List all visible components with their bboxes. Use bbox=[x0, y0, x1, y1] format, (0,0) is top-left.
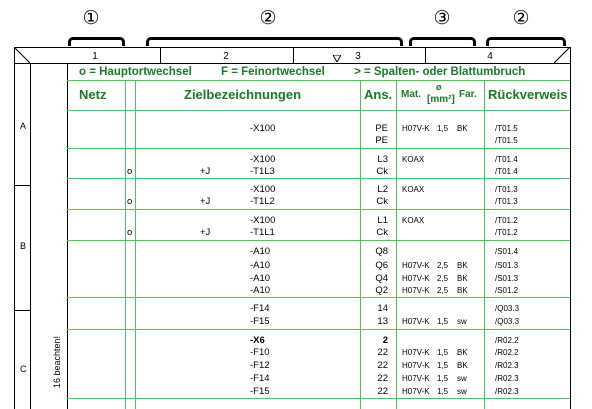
bracket-4 bbox=[486, 37, 566, 46]
frame-col-header-bottom bbox=[14, 63, 570, 64]
terminal: 22 bbox=[377, 386, 388, 397]
terminal: 22 bbox=[377, 373, 388, 384]
target-designation: -F14 bbox=[250, 303, 270, 314]
terminal: 22 bbox=[377, 347, 388, 358]
cross-reference: /R02.3 bbox=[495, 387, 519, 396]
target-designation: -A10 bbox=[250, 285, 271, 296]
grid-line bbox=[67, 110, 570, 111]
corner-mark-right bbox=[554, 47, 570, 63]
row-divider bbox=[14, 185, 30, 186]
wire-color: BK bbox=[457, 124, 468, 133]
cross-section: 1,5 bbox=[437, 348, 449, 357]
location-code: +J bbox=[200, 227, 211, 238]
cross-reference: /T01.4 bbox=[495, 155, 518, 164]
target-designation: -T1L3 bbox=[250, 166, 275, 177]
grid-line bbox=[396, 80, 397, 409]
location-change-marker: o bbox=[127, 166, 133, 177]
header-diameter-symbol: ø bbox=[436, 82, 442, 92]
column-number: 1 bbox=[92, 51, 98, 62]
grid-line bbox=[67, 209, 570, 210]
grid-line bbox=[67, 398, 570, 399]
target-designation: -F15 bbox=[250, 386, 270, 397]
bracket-1 bbox=[68, 37, 125, 46]
wire-color: sw bbox=[457, 387, 467, 396]
material: H07V-K bbox=[402, 361, 430, 370]
row-letter: C bbox=[20, 364, 27, 374]
cross-reference: /S01.3 bbox=[495, 274, 519, 283]
material: H07V-K bbox=[402, 387, 430, 396]
terminal: PE bbox=[375, 135, 388, 146]
cross-reference: /S01.4 bbox=[495, 247, 519, 256]
cross-reference: /Q03.3 bbox=[495, 317, 520, 326]
header-rueckverweis: Rückverweis bbox=[488, 87, 568, 102]
material: H07V-K bbox=[402, 317, 430, 326]
terminal: 22 bbox=[377, 360, 388, 371]
target-designation: -X100 bbox=[250, 215, 276, 226]
grid-line bbox=[67, 329, 570, 330]
cross-reference: /T01.3 bbox=[495, 185, 518, 194]
grid-line bbox=[125, 80, 126, 409]
location-change-marker: o bbox=[127, 227, 133, 238]
header-material: Mat. bbox=[401, 89, 421, 100]
legend-o: o = Hauptortwechsel bbox=[79, 66, 192, 78]
terminal: L1 bbox=[377, 215, 388, 226]
cross-reference: /T01.2 bbox=[495, 228, 518, 237]
terminal: Ck bbox=[376, 166, 388, 177]
bracket-2 bbox=[146, 37, 403, 46]
frame-table-left bbox=[67, 63, 68, 409]
legend bbox=[79, 66, 525, 78]
col-divider bbox=[293, 47, 294, 63]
material: H07V-K bbox=[402, 261, 430, 270]
row-letter: B bbox=[20, 241, 27, 251]
grid-line bbox=[67, 80, 570, 81]
col-divider bbox=[160, 47, 161, 63]
target-designation: -X100 bbox=[250, 154, 276, 165]
target-designation: -T1L2 bbox=[250, 196, 275, 207]
target-designation: -A10 bbox=[250, 260, 271, 271]
row-letter: A bbox=[20, 121, 27, 131]
column-marker-icon bbox=[333, 55, 341, 62]
cross-reference: /T01.5 bbox=[495, 136, 518, 145]
material: H07V-K bbox=[402, 374, 430, 383]
target-designation: -X100 bbox=[250, 123, 276, 134]
terminal: 2 bbox=[382, 335, 388, 346]
wire-color: BK bbox=[457, 286, 468, 295]
legend-f: F = Feinortwechsel bbox=[221, 66, 325, 78]
header-netz: Netz bbox=[79, 87, 107, 102]
header-anschluss: Ans. bbox=[364, 87, 393, 102]
location-code: +J bbox=[200, 196, 211, 207]
cross-section: 1,5 bbox=[437, 124, 449, 133]
column-number: 4 bbox=[487, 51, 493, 62]
cross-section: 2,5 bbox=[437, 261, 449, 270]
location-change-marker: o bbox=[127, 196, 133, 207]
target-designation: -X6 bbox=[250, 335, 265, 346]
column-number: 2 bbox=[223, 51, 229, 62]
grid-line bbox=[67, 178, 570, 179]
corner-mark-left bbox=[14, 47, 30, 63]
location-code: +J bbox=[200, 166, 211, 177]
callout-2: ② bbox=[259, 7, 277, 29]
terminal: 14 bbox=[377, 303, 388, 314]
terminal: Ck bbox=[376, 227, 388, 238]
target-designation: -F15 bbox=[250, 316, 270, 327]
material: H07V-K bbox=[402, 286, 430, 295]
grid-line bbox=[67, 240, 570, 241]
target-designation: -A10 bbox=[250, 246, 271, 257]
cross-reference: /T01.3 bbox=[495, 197, 518, 206]
cross-reference: /T01.5 bbox=[495, 124, 518, 133]
material: KOAX bbox=[402, 216, 425, 225]
side-note: 16 beachten! bbox=[52, 335, 62, 388]
cross-section: 1,5 bbox=[437, 317, 449, 326]
target-designation: -T1L1 bbox=[250, 227, 275, 238]
callout-2b: ② bbox=[512, 7, 530, 29]
cross-section: 1,5 bbox=[437, 374, 449, 383]
callout-1: ① bbox=[82, 7, 100, 29]
header-zielbezeichnungen: Zielbezeichnungen bbox=[184, 87, 302, 102]
cross-reference: /R02.2 bbox=[495, 348, 519, 357]
material: KOAX bbox=[402, 155, 425, 164]
callout-3: ③ bbox=[433, 7, 451, 29]
cross-reference: /R02.3 bbox=[495, 361, 519, 370]
frame-right bbox=[570, 47, 571, 409]
cross-section: 2,5 bbox=[437, 286, 449, 295]
col-divider bbox=[425, 47, 426, 63]
target-designation: -A10 bbox=[250, 273, 271, 284]
terminal: Q2 bbox=[375, 285, 388, 296]
grid-line bbox=[484, 80, 485, 409]
wire-color: BK bbox=[457, 348, 468, 357]
wire-color: sw bbox=[457, 317, 467, 326]
wire-color: sw bbox=[457, 374, 467, 383]
cross-reference: /S01.3 bbox=[495, 261, 519, 270]
grid-line bbox=[135, 80, 136, 409]
cross-reference: /T01.2 bbox=[495, 216, 518, 225]
target-designation: -X100 bbox=[250, 184, 276, 195]
material: KOAX bbox=[402, 185, 425, 194]
terminal: Q8 bbox=[375, 246, 388, 257]
grid-line bbox=[67, 297, 570, 298]
cross-reference: /R02.3 bbox=[495, 374, 519, 383]
target-designation: -F14 bbox=[250, 373, 270, 384]
material: H07V-K bbox=[402, 124, 430, 133]
cross-section: 1,5 bbox=[437, 387, 449, 396]
terminal: PE bbox=[375, 123, 388, 134]
column-number: 3 bbox=[355, 51, 361, 62]
cross-reference: /S01.2 bbox=[495, 286, 519, 295]
material: H07V-K bbox=[402, 348, 430, 357]
target-designation: -F12 bbox=[250, 360, 270, 371]
cross-reference: /R02.2 bbox=[495, 336, 519, 345]
frame-top bbox=[14, 47, 570, 48]
target-designation: -F10 bbox=[250, 347, 270, 358]
row-divider bbox=[14, 310, 30, 311]
cross-reference: /Q03.3 bbox=[495, 304, 520, 313]
grid-line bbox=[67, 148, 570, 149]
material: H07V-K bbox=[402, 274, 430, 283]
terminal: Q6 bbox=[375, 260, 388, 271]
terminal: L2 bbox=[377, 184, 388, 195]
wire-color: BK bbox=[457, 361, 468, 370]
wire-color: BK bbox=[457, 261, 468, 270]
legend-gt: > = Spalten- oder Blattumbruch bbox=[354, 66, 526, 78]
cross-section: 2,5 bbox=[437, 274, 449, 283]
header-farbe: Far. bbox=[459, 89, 477, 100]
bracket-3 bbox=[409, 37, 476, 46]
terminal: L3 bbox=[377, 154, 388, 165]
terminal: Ck bbox=[376, 196, 388, 207]
terminal: Q4 bbox=[375, 273, 388, 284]
frame-left bbox=[14, 47, 15, 409]
terminal: 13 bbox=[377, 316, 388, 327]
frame-inner-left bbox=[30, 63, 31, 409]
header-cross-section: [mm²] bbox=[427, 94, 455, 105]
cross-reference: /T01.4 bbox=[495, 167, 518, 176]
cross-section: 1,5 bbox=[437, 361, 449, 370]
wire-color: BK bbox=[457, 274, 468, 283]
